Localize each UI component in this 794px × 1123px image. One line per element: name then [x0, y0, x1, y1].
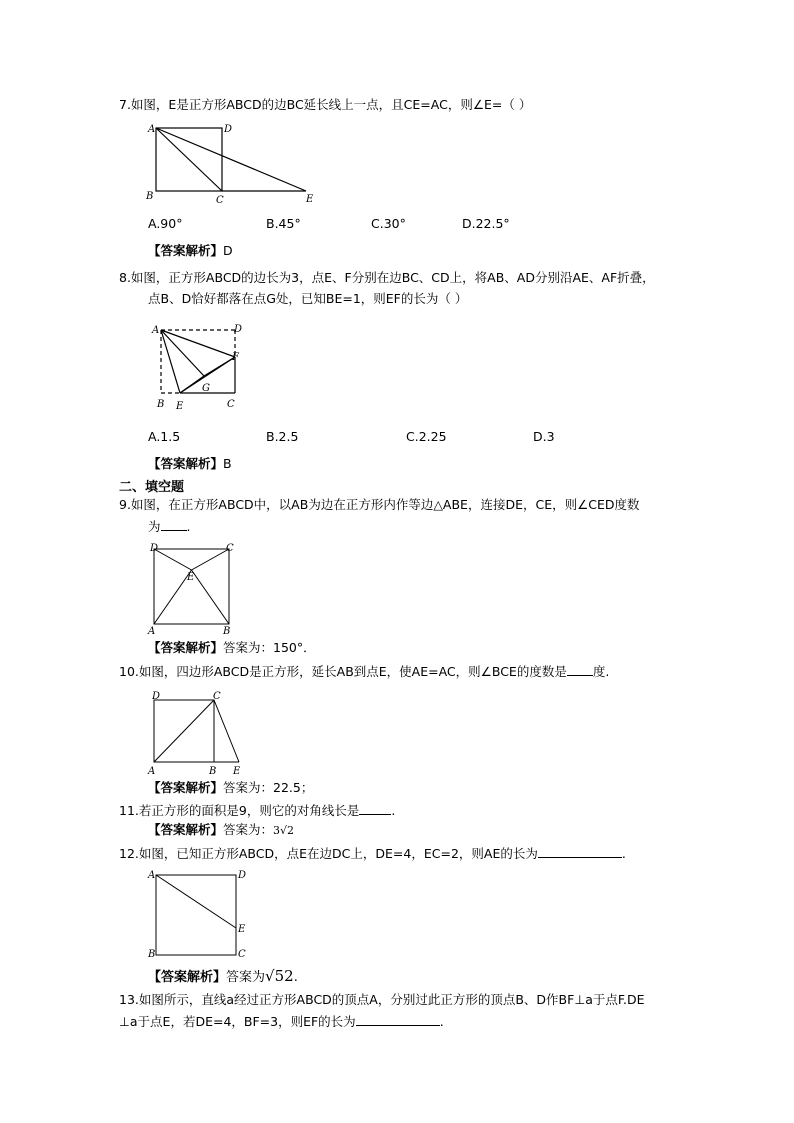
q10-stem-text: 10.如图，四边形ABCD是正方形，延长AB到点E，使AE=AC，则∠BCE的度数是: [119, 664, 567, 679]
q11-answer-prefix: 答案为：: [223, 822, 274, 837]
q8-option-d: D.3: [533, 429, 555, 444]
section-fill-in-heading: 二、填空题: [119, 480, 185, 495]
q7-stem: 7.如图，E是正方形ABCD的边BC延长线上一点，且CE=AC，则∠E=（ ）: [119, 97, 532, 112]
q8-option-c: C.2.25: [406, 429, 447, 444]
q7-answer: D: [223, 243, 233, 258]
q11-answer-blank: [359, 802, 391, 815]
q8-label-c: C: [227, 399, 235, 410]
q8-label-d: D: [234, 324, 243, 335]
q10-label-a: A: [148, 766, 156, 776]
q8-label-g: G: [202, 383, 210, 394]
q9-answer-blank: [161, 518, 187, 531]
q12-answer-end: .: [293, 970, 298, 985]
q9-answer-line: [148, 640, 316, 656]
q7-option-a: A.90°: [148, 216, 183, 231]
q13-answer-blank: [356, 1013, 440, 1026]
q10-answer-line: [148, 780, 313, 796]
q12-answer-tag: 【答案解析】: [148, 970, 227, 985]
q7-label-a: A: [148, 124, 156, 135]
q7-label-d: D: [224, 124, 233, 135]
q9-stem-line2-end: .: [186, 519, 191, 534]
q7-option-c: C.30°: [371, 216, 406, 231]
q8-answer-tag: 【答案解析】: [148, 456, 224, 471]
q12-answer-line: [148, 968, 298, 986]
q13-stem-line2: [119, 1013, 444, 1030]
q12-label-a: A: [148, 870, 156, 881]
q10-label-c: C: [213, 691, 221, 702]
q7-answer-line: [148, 243, 233, 259]
q9-label-b: B: [223, 626, 231, 636]
q12-figure: [145, 866, 251, 962]
q9-stem-line2-text: 为: [148, 519, 161, 534]
q12-label-d: D: [238, 870, 247, 881]
q7-label-c: C: [216, 195, 224, 205]
q12-stem-end: .: [621, 846, 626, 861]
q7-option-d: D.22.5°: [462, 216, 510, 231]
q10-label-d: D: [152, 691, 161, 702]
q10-answer-tag: 【答案解析】: [148, 780, 224, 795]
q7-option-b: B.45°: [266, 216, 301, 231]
q13-stem-line2-end: .: [439, 1014, 444, 1029]
q10-stem-end: 度.: [592, 664, 610, 679]
q8-label-b: B: [157, 399, 165, 410]
q12-answer-prefix: 答案为: [226, 970, 266, 985]
q11-answer-tag: 【答案解析】: [148, 822, 224, 837]
q7-figure: [144, 121, 324, 205]
q11-answer-line: [148, 822, 294, 839]
q10-answer-blank: [567, 663, 593, 676]
q10-figure: [145, 688, 245, 776]
q8-answer-line: [148, 456, 232, 472]
q8-stem-line1: 8.如图，正方形ABCD的边长为3，点E、F分别在边BC、CD上，将AB、AD分别沿AE、AF折叠，: [119, 270, 655, 285]
q8-option-b: B.2.5: [266, 429, 299, 444]
q13-stem-line2-text: ⊥a于点E，若DE=4，BF=3，则EF的长为: [119, 1014, 356, 1029]
q7-answer-tag: 【答案解析】: [148, 243, 224, 258]
q8-label-a: A: [152, 325, 160, 336]
q12-answer-value: √52: [265, 967, 294, 985]
q11-stem-end: .: [391, 803, 396, 818]
q9-label-a: A: [148, 626, 156, 636]
q11-stem-text: 11.若正方形的面积是9，则它的对角线长是: [119, 803, 360, 818]
q12-stem: [119, 845, 626, 862]
q9-label-e: E: [187, 572, 195, 583]
q9-stem-line2: [148, 518, 191, 535]
q9-answer-tag: 【答案解析】: [148, 640, 224, 655]
q9-answer: 答案为：150°．: [223, 640, 316, 655]
q10-answer: 答案为：22.5；: [223, 780, 314, 795]
q11-answer-value: 3√2: [273, 824, 295, 837]
q12-stem-text: 12.如图，已知正方形ABCD，点E在边DC上，DE=4，EC=2，则AE的长为: [119, 846, 538, 861]
q8-answer: B: [223, 456, 232, 471]
q13-stem-line1: 13.如图所示，直线a经过正方形ABCD的顶点A，分别过此正方形的顶点B、D作BF⊥a于点F.DE: [119, 992, 645, 1007]
q10-label-e: E: [233, 766, 241, 776]
q9-figure: [145, 540, 239, 636]
q11-stem: [119, 802, 395, 819]
q7-label-b: B: [146, 191, 154, 202]
q9-stem-line1: 9.如图，在正方形ABCD中，以AB为边在正方形内作等边△ABE，连接DE，CE，则∠CED度数: [119, 497, 640, 512]
q8-label-f: F: [232, 352, 239, 363]
q7-label-e: E: [306, 194, 314, 205]
q8-stem-line2: 点B、D恰好都落在点G处，已知BE=1，则EF的长为（ ）: [148, 291, 468, 306]
q12-answer-blank: [538, 845, 622, 858]
q12-label-b: B: [148, 949, 156, 960]
q12-label-e: E: [238, 924, 246, 935]
q9-label-c: C: [226, 543, 234, 554]
q8-option-a: A.1.5: [148, 429, 181, 444]
q8-figure: [147, 321, 249, 413]
q12-label-c: C: [238, 949, 246, 960]
q8-label-e: E: [176, 401, 184, 412]
q10-stem: [119, 663, 609, 680]
q9-label-d: D: [150, 543, 159, 554]
q10-label-b: B: [209, 766, 217, 776]
